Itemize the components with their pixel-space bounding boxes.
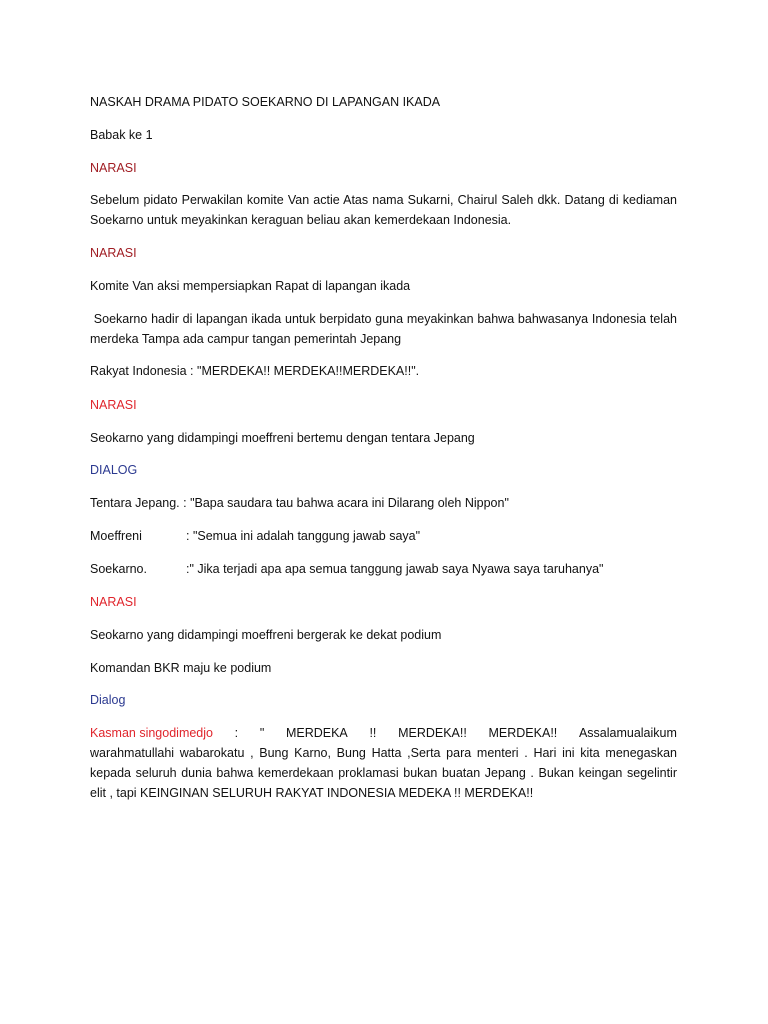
kasman-part: : xyxy=(234,726,239,740)
dialog-label-1: DIALOG xyxy=(90,463,138,477)
narasi-label-3: NARASI xyxy=(90,398,137,412)
narasi-text-3: Seokarno yang didampingi moeffreni bertemu dengan tentara Jepang xyxy=(90,431,475,445)
kasman-first-line xyxy=(90,723,677,743)
narasi-text-4a: Seokarno yang didampingi moeffreni bergerak ke dekat podium xyxy=(90,628,442,642)
dialog-text: : "Semua ini adalah tanggung jawab saya" xyxy=(186,529,421,543)
narasi-text-1: Sebelum pidato Perwakilan komite Van actie Atas nama Sukarni, Chairul Saleh dkk. Datang di kediaman Soekarno untuk meyakinkan keraguan beliau akan kemerdekaan Indonesia. xyxy=(90,193,677,227)
kasman-part: MERDEKA!! xyxy=(398,726,467,740)
narasi-text-2b: Soekarno hadir di lapangan ikada untuk berpidato guna meyakinkan bahwa bahwasanya Indonesia telah merdeka Tampa ada campur tangan pemerintah Jepang xyxy=(90,312,681,346)
kasman-part: !! xyxy=(369,726,377,740)
dialog-speaker: Moeffreni xyxy=(90,529,142,543)
kasman-part: MERDEKA!! xyxy=(488,726,558,740)
narasi-text-2c: Rakyat Indonesia : "MERDEKA!! MERDEKA!!MERDEKA!!". xyxy=(90,364,420,378)
dialog-text: "Bapa saudara tau bahwa acara ini Dilarang oleh Nippon" xyxy=(186,496,509,510)
kasman-part: " xyxy=(259,726,265,740)
dialog-speaker: Soekarno. xyxy=(90,562,147,576)
kasman-part: MERDEKA xyxy=(285,726,348,740)
narasi-text-2a: Komite Van aksi mempersiapkan Rapat di lapangan ikada xyxy=(90,279,411,293)
kasman-speech: warahmatullahi wabarokatu , Bung Karno, Bung Hatta ,Serta para menteri . Hari ini kita menegaskan kepada seluruh dunia bahwa kemerdekaan proklamasi bukan buatan Jepang . Bukan keingan segelintir elit , tapi KEINGINAN SELURUH RAKYAT INDONESIA MEDEKA !! MERDEKA!! xyxy=(90,746,677,800)
babak-label: Babak ke 1 xyxy=(90,128,153,142)
dialog-label-2: Dialog xyxy=(90,693,126,707)
narasi-text-4b: Komandan BKR maju ke podium xyxy=(90,661,272,675)
dialog-speaker: Tentara Jepang. : xyxy=(90,496,187,510)
kasman-speaker: Kasman singodimedjo xyxy=(90,726,213,740)
narasi-label-2: NARASI xyxy=(90,246,137,260)
dialog-text: :" Jika terjadi apa apa semua tanggung jawab saya Nyawa saya taruhanya" xyxy=(186,562,604,576)
document-title: NASKAH DRAMA PIDATO SOEKARNO DI LAPANGAN IKADA xyxy=(90,95,441,109)
dialog-line xyxy=(90,559,677,579)
dialog-line xyxy=(90,526,677,546)
dialog-line xyxy=(90,493,677,513)
kasman-part: Assalamualaikum xyxy=(578,726,677,740)
kasman-justified-line xyxy=(90,723,677,743)
narasi-label-1: NARASI xyxy=(90,161,137,175)
narasi-label-4: NARASI xyxy=(90,595,137,609)
